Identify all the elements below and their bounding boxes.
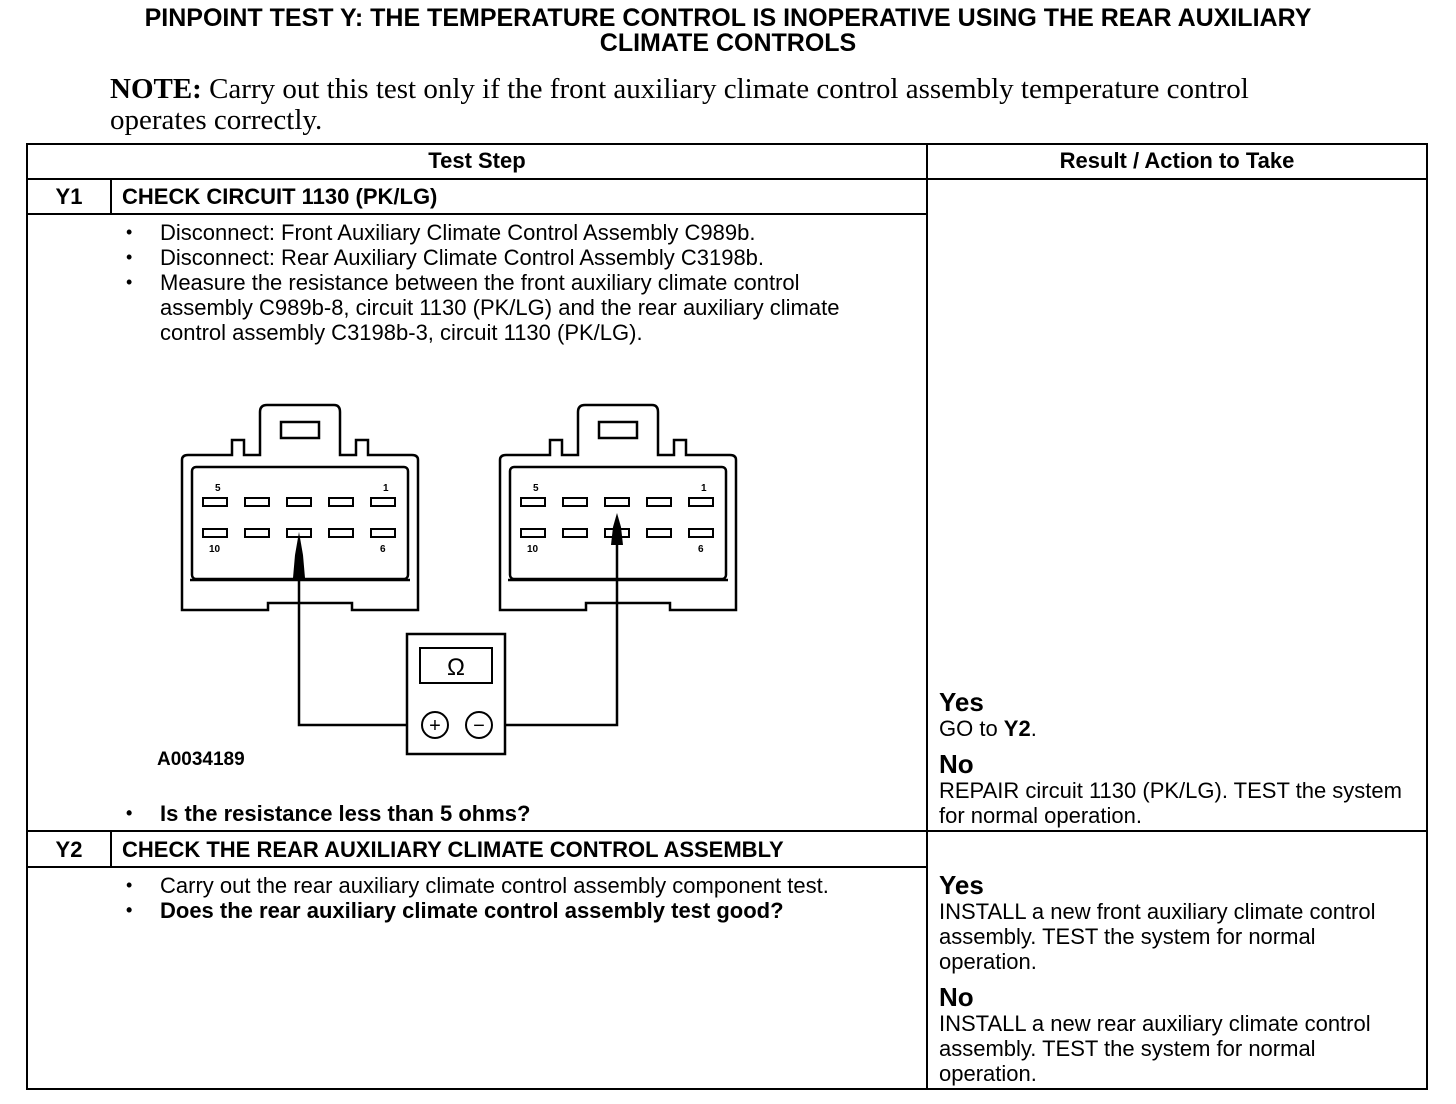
pin-label: 6 (698, 544, 704, 555)
list-item: • Does the rear auxiliary climate control assembly test good? (124, 898, 904, 923)
page-title (0, 6, 1456, 56)
title-line-1: PINPOINT TEST Y: THE TEMPERATURE CONTROL IS INOPERATIVE USING THE REAR AUXILIARY (144, 4, 1312, 32)
header-divider (26, 178, 1428, 180)
result-no-label: No (939, 982, 974, 1012)
pin-label: 5 (533, 483, 539, 494)
y1-results (939, 688, 1409, 828)
pin-label: 10 (527, 544, 539, 555)
y1-title-divider (26, 213, 927, 215)
result-yes-text: INSTALL a new front auxiliary climate control assembly. TEST the system for normal operation. (939, 899, 1376, 974)
column-divider (926, 143, 928, 1090)
y2-instructions (124, 873, 904, 923)
pin-label: 1 (701, 483, 707, 494)
step-title-y2: CHECK THE REAR AUXILIARY CLIMATE CONTROL ASSEMBLY (122, 837, 784, 862)
y2-results (939, 871, 1399, 1086)
step-divider (26, 830, 1428, 832)
list-item: • Measure the resistance between the front auxiliary climate control assembly C989b-8, circuit 1130 (PK/LG) and the rear auxiliary climate control assembly C3198b-3, circuit 1130 (PK/LG). (124, 270, 860, 345)
ohm-symbol: Ω (447, 654, 465, 681)
pin-label: 10 (209, 544, 221, 555)
result-yes-label: Yes (939, 687, 984, 717)
pin-label: 1 (383, 483, 389, 494)
y2-title-divider (26, 866, 927, 868)
plus-terminal-icon: + (429, 715, 441, 737)
result-yes-text: GO to Y2. (939, 716, 1037, 741)
pin-label: 5 (215, 483, 221, 494)
header-test-step: Test Step (428, 148, 526, 173)
list-item: • Disconnect: Rear Auxiliary Climate Control Assembly C3198b. (124, 245, 884, 270)
list-item: • Disconnect: Front Auxiliary Climate Control Assembly C989b. (124, 220, 884, 245)
note (110, 74, 1310, 136)
y1-question (124, 801, 884, 826)
note-text: Carry out this test only if the front auxiliary climate control assembly temperature control operates correctly. (110, 73, 1249, 136)
front-connector-pins (203, 498, 395, 537)
minus-terminal-icon: − (473, 715, 485, 737)
y1-id-divider (110, 178, 112, 215)
result-no-text: INSTALL a new rear auxiliary climate control assembly. TEST the system for normal operation. (939, 1011, 1371, 1086)
list-item: • Carry out the rear auxiliary climate control assembly component test. (124, 873, 905, 898)
figure-id: A0034189 (157, 749, 245, 770)
result-no-label: No (939, 749, 974, 779)
connector-diagram (170, 395, 760, 765)
step-id-y2: Y2 (55, 837, 83, 862)
pin-label: 6 (380, 544, 386, 555)
step-title-y1: CHECK CIRCUIT 1130 (PK/LG) (122, 184, 438, 209)
result-no-text: REPAIR circuit 1130 (PK/LG). TEST the system for normal operation. (939, 778, 1402, 828)
test-probes (293, 513, 623, 578)
ohmmeter (407, 634, 505, 754)
header-result: Result / Action to Take (1059, 148, 1295, 173)
list-item: • Is the resistance less than 5 ohms? (124, 801, 884, 826)
y1-instructions (124, 220, 884, 345)
note-label: NOTE: (110, 73, 202, 105)
result-yes-label: Yes (939, 870, 984, 900)
title-line-2: CLIMATE CONTROLS (599, 29, 857, 57)
step-id-y1: Y1 (55, 184, 83, 209)
y2-id-divider (110, 830, 112, 868)
